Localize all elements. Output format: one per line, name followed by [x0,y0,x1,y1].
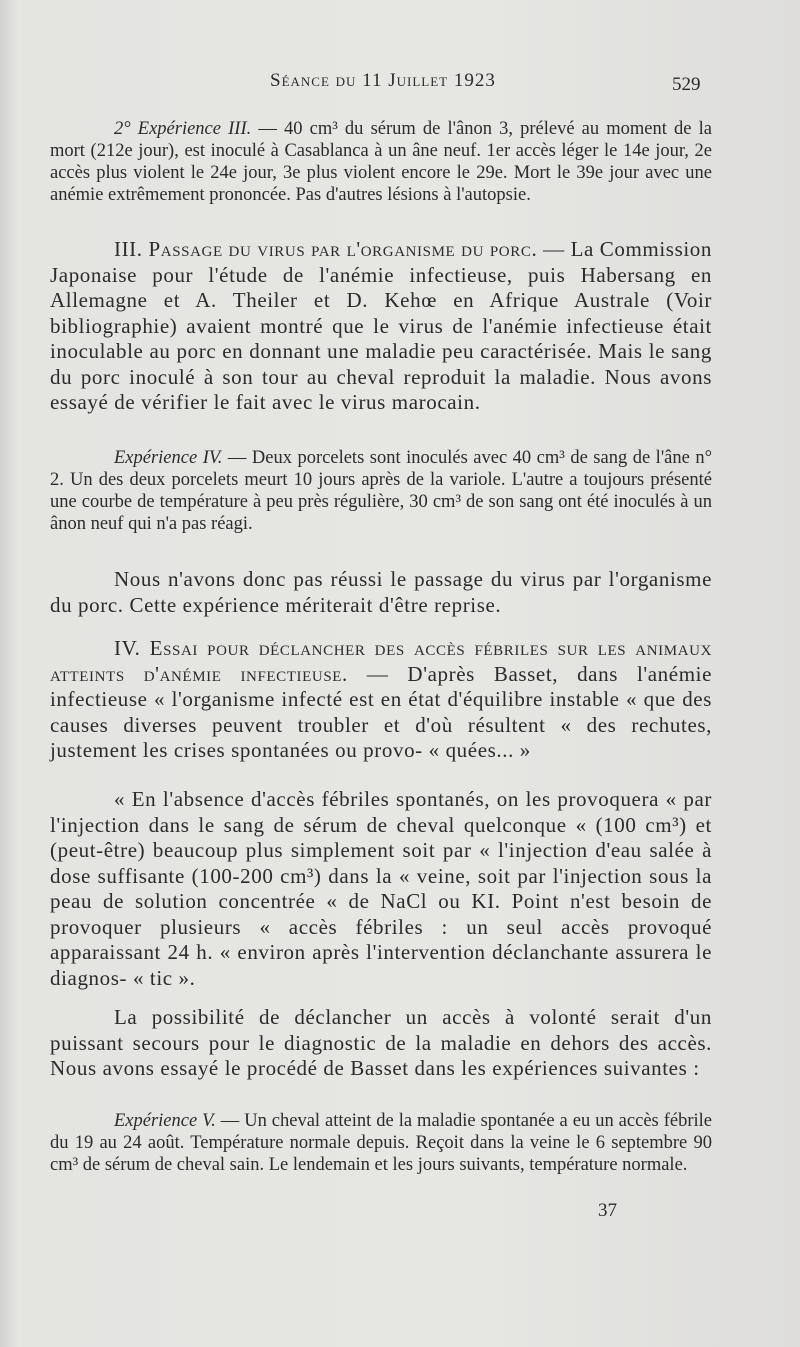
paragraph-text: — Un cheval atteint de la maladie spontanée a eu un accès fébrile du 19 au 24 août. Température normale depuis. Reçoit dans la veine le 6 septembre 90 cm³ de sérum de cheval sain. Le lendemain et les jours suivants, température normale. [50,1111,712,1175]
section-iv [50,636,712,764]
paragraph-text: Nous n'avons donc pas réussi le passage du virus par l'organisme du porc. Cette expérience mériterait d'être reprise. [50,567,712,617]
section-heading: IV. Essai pour déclancher des accès fébriles sur les animaux atteints d'anémie infectieuse. [50,636,712,686]
experience-label: Expérience V. [114,1111,216,1131]
running-title: Séance du 11 Juillet 1923 [270,70,496,91]
paragraph-text: — 40 cm³ du sérum de l'ânon 3, prélevé au moment de la mort (212e jour), est inoculé à Casablanca à un âne neuf. 1er accès léger le 14e jour, 2e accès plus violent le 24e jour, 3e plus violent encore le 29e. Mort le 39e jour avec une anémie extrêmement prononcée. Pas d'autres lésions à l'autopsie. [50,119,713,205]
paragraph-text: La possibilité de déclancher un accès à volonté serait d'un puissant secours pour le diagnostic de la maladie en dehors des accès. Nous avons essayé le procédé de Basset dans les expériences suivantes : [50,1005,712,1080]
experience-label: 2° Expérience III. [114,119,252,139]
paragraph-text: — Deux porcelets sont inoculés avec 40 cm³ de sang de l'âne n° 2. Un des deux porcelets meurt 10 jours après de la variole. L'autre a toujours présenté une courbe de température à peu près régulière, 30 cm³ de son sang ont été inoculés à un ânon neuf qui n'a pas réagi. [50,448,712,534]
paragraph-text: — D'après Basset, dans l'anémie infectieuse « l'organisme infecté est en état d'équilibre instable « que des causes diverses peuvent troubler et d'où résultent « des rechutes, justement les crises spontanées ou provo- « quées... » [50,661,712,762]
experience-label: Expérience IV. [114,448,223,468]
paragraph-conclusion-porc [50,567,712,618]
paragraph-text: — La Commission Japonaise pour l'étude de l'anémie infectieuse, puis Habersang en Allemagne et A. Theiler et D. Kehœ en Afrique Australe (Voir bibliographie) avaient montré que le virus de l'anémie infectieuse était inoculable au porc en donnant une maladie peu caractérisée. Mais le sang du porc inoculé à son tour au cheval reproduit la maladie. Nous avons essayé de vérifier le fait avec le virus marocain. [50,237,712,414]
paragraph-text: « En l'absence d'accès fébriles spontanés, on les provoquera « par l'injection dans le sang de sérum de cheval quelconque « (100 cm³) et (peut-être) beaucoup plus simplement soit par « l'injection d'eau salée à dose suffisante (100-200 cm³) dans la « veine, soit par l'injection sous la peau de solution concentrée « de NaCl ou KI. Point n'est besoin de provoquer plusieurs « accès fébriles : un seul accès provoqué apparaissant 24 h. « environ après l'intervention déclanchante assurera le diagnos- « tic ». [50,787,712,990]
section-heading: III. Passage du virus par l'organisme du porc. [114,237,538,261]
paragraph-experience-v [50,1110,712,1176]
paragraph-possibilite [50,1005,712,1082]
paragraph-experience-iii [50,118,712,206]
paragraph-experience-iv [50,447,712,535]
section-iii [50,237,712,416]
page-header [0,70,800,100]
signature-mark: 37 [598,1200,617,1221]
page-number: 529 [672,74,701,95]
paragraph-basset-quote [50,787,712,991]
